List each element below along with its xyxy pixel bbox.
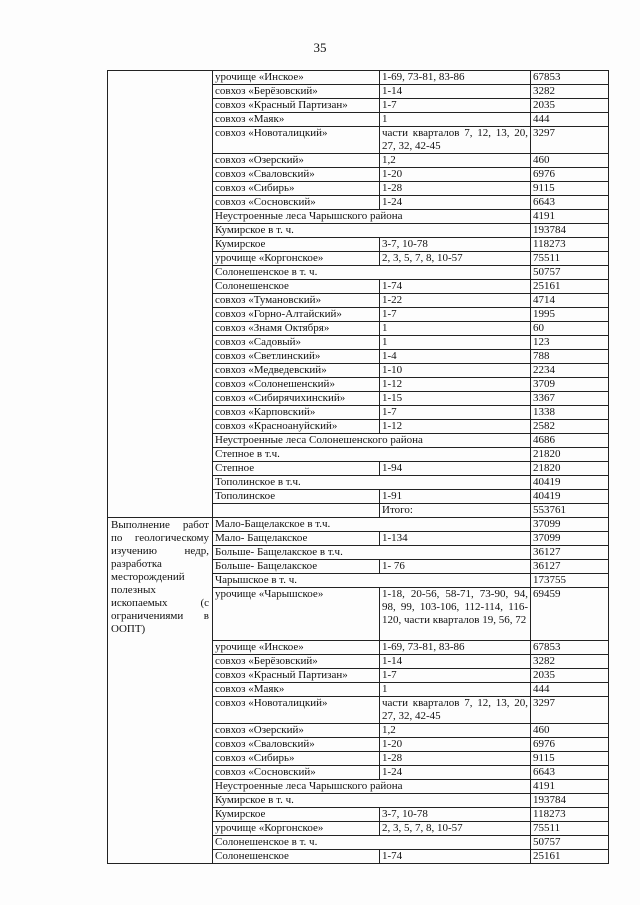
area-cell: 3282 bbox=[531, 85, 609, 99]
area-cell: 50757 bbox=[531, 266, 609, 280]
location-name-cell: совхоз «Сваловский» bbox=[213, 738, 380, 752]
location-name-cell: Солонешенское в т. ч. bbox=[213, 266, 531, 280]
location-name-cell: совхоз «Берёзовский» bbox=[213, 85, 380, 99]
forest-quarters-table bbox=[107, 70, 609, 864]
quarters-cell: 2, 3, 5, 7, 8, 10-57 bbox=[380, 822, 531, 836]
quarters-cell: 1-134 bbox=[380, 532, 531, 546]
location-name-cell: Степное bbox=[213, 462, 380, 476]
area-cell: 173755 bbox=[531, 574, 609, 588]
location-name-cell: совхоз «Садовый» bbox=[213, 336, 380, 350]
area-cell: 25161 bbox=[531, 280, 609, 294]
quarters-cell: 1-74 bbox=[380, 280, 531, 294]
location-name-cell: совхоз «Светлинский» bbox=[213, 350, 380, 364]
location-name-cell: совхоз «Горно-Алтайский» bbox=[213, 308, 380, 322]
location-name-cell: совхоз «Сибирячихинский» bbox=[213, 392, 380, 406]
location-name-cell: совхоз «Озерский» bbox=[213, 724, 380, 738]
area-cell: 25161 bbox=[531, 850, 609, 864]
location-name-cell: совхоз «Красный Партизан» bbox=[213, 669, 380, 683]
location-name-cell: совхоз «Карповский» bbox=[213, 406, 380, 420]
area-cell: 9115 bbox=[531, 182, 609, 196]
quarters-cell: 1-28 bbox=[380, 752, 531, 766]
location-name-cell: Неустроенные леса Чарышского района bbox=[213, 780, 531, 794]
location-name-cell: совхоз «Сибирь» bbox=[213, 752, 380, 766]
area-cell: 40419 bbox=[531, 490, 609, 504]
location-name-cell: Тополинское в т.ч. bbox=[213, 476, 531, 490]
quarters-cell: 1- 76 bbox=[380, 560, 531, 574]
location-name-cell: Тополинское bbox=[213, 490, 380, 504]
activity-cell: Выполнение работ по геологическому изучению недр, разработка месторождений полезных ископаемых (с ограничениями в ООПТ) bbox=[108, 518, 213, 864]
area-cell: 4191 bbox=[531, 780, 609, 794]
area-cell: 21820 bbox=[531, 448, 609, 462]
area-cell: 460 bbox=[531, 154, 609, 168]
quarters-cell: 1-12 bbox=[380, 378, 531, 392]
quarters-cell: 1-24 bbox=[380, 766, 531, 780]
location-name-cell: Кумирское в т. ч. bbox=[213, 224, 531, 238]
area-cell: 37099 bbox=[531, 532, 609, 546]
location-name-cell: совхоз «Сваловский» bbox=[213, 168, 380, 182]
location-name-cell: совхоз «Новоталицкий» bbox=[213, 127, 380, 154]
area-cell: 3297 bbox=[531, 697, 609, 724]
quarters-cell: 1 bbox=[380, 322, 531, 336]
location-name-cell: совхоз «Сибирь» bbox=[213, 182, 380, 196]
location-name-cell: Чарышское в т. ч. bbox=[213, 574, 531, 588]
area-cell: 193784 bbox=[531, 794, 609, 808]
quarters-cell: 1-14 bbox=[380, 655, 531, 669]
area-cell: 36127 bbox=[531, 546, 609, 560]
quarters-cell: 3-7, 10-78 bbox=[380, 238, 531, 252]
quarters-cell: 1-15 bbox=[380, 392, 531, 406]
location-name-cell: Мало- Бащелакское bbox=[213, 532, 380, 546]
location-name-cell: Солонешенское bbox=[213, 850, 380, 864]
area-cell: 2234 bbox=[531, 364, 609, 378]
quarters-cell: 2, 3, 5, 7, 8, 10-57 bbox=[380, 252, 531, 266]
location-name-cell: совхоз «Сосновский» bbox=[213, 766, 380, 780]
quarters-cell: 1-94 bbox=[380, 462, 531, 476]
area-cell: 37099 bbox=[531, 518, 609, 532]
location-name-cell: совхоз «Солонешенский» bbox=[213, 378, 380, 392]
quarters-cell: части кварталов 7, 12, 13, 20, 27, 32, 42-45 bbox=[380, 697, 531, 724]
quarters-cell: 1-4 bbox=[380, 350, 531, 364]
area-cell: 193784 bbox=[531, 224, 609, 238]
area-cell: 444 bbox=[531, 683, 609, 697]
location-name-cell: Кумирское bbox=[213, 238, 380, 252]
location-name-cell: Неустроенные леса Чарышского района bbox=[213, 210, 531, 224]
area-cell: 75511 bbox=[531, 822, 609, 836]
location-name-cell: совхоз «Берёзовский» bbox=[213, 655, 380, 669]
area-cell: 21820 bbox=[531, 462, 609, 476]
location-name-cell: совхоз «Маяк» bbox=[213, 113, 380, 127]
area-cell: 1338 bbox=[531, 406, 609, 420]
quarters-cell: 1-74 bbox=[380, 850, 531, 864]
quarters-cell: 1 bbox=[380, 683, 531, 697]
area-cell: 9115 bbox=[531, 752, 609, 766]
area-cell: 3367 bbox=[531, 392, 609, 406]
quarters-cell: 1-7 bbox=[380, 99, 531, 113]
quarters-cell: 1 bbox=[380, 336, 531, 350]
quarters-cell: 1-24 bbox=[380, 196, 531, 210]
area-cell: 36127 bbox=[531, 560, 609, 574]
location-name-cell: совхоз «Озерский» bbox=[213, 154, 380, 168]
location-name-cell: Кумирское в т. ч. bbox=[213, 794, 531, 808]
quarters-cell: 1-28 bbox=[380, 182, 531, 196]
location-name-cell: совхоз «Тумановский» bbox=[213, 294, 380, 308]
area-cell: 4686 bbox=[531, 434, 609, 448]
quarters-cell: 1-7 bbox=[380, 406, 531, 420]
location-name-cell: урочище «Инское» bbox=[213, 71, 380, 85]
area-cell: 6643 bbox=[531, 766, 609, 780]
area-cell: 2035 bbox=[531, 99, 609, 113]
quarters-cell: 1-20 bbox=[380, 168, 531, 182]
quarters-cell: 1-22 bbox=[380, 294, 531, 308]
area-cell: 67853 bbox=[531, 641, 609, 655]
quarters-cell: 1-14 bbox=[380, 85, 531, 99]
area-cell: 3709 bbox=[531, 378, 609, 392]
quarters-cell: 1-69, 73-81, 83-86 bbox=[380, 71, 531, 85]
area-cell: 2582 bbox=[531, 420, 609, 434]
area-cell: 40419 bbox=[531, 476, 609, 490]
location-name-cell: урочище «Чарышское» bbox=[213, 588, 380, 641]
area-cell: 118273 bbox=[531, 808, 609, 822]
location-name-cell: совхоз «Медведевский» bbox=[213, 364, 380, 378]
quarters-cell: Итого: bbox=[380, 504, 531, 518]
table-row bbox=[108, 518, 609, 532]
location-name-cell: Кумирское bbox=[213, 808, 380, 822]
area-cell: 118273 bbox=[531, 238, 609, 252]
location-name-cell: совхоз «Новоталицкий» bbox=[213, 697, 380, 724]
quarters-cell: 1-7 bbox=[380, 669, 531, 683]
area-cell: 460 bbox=[531, 724, 609, 738]
quarters-cell: 1 bbox=[380, 113, 531, 127]
area-cell: 50757 bbox=[531, 836, 609, 850]
area-cell: 4714 bbox=[531, 294, 609, 308]
location-name-cell: Больше- Бащелакское в т.ч. bbox=[213, 546, 531, 560]
area-cell: 788 bbox=[531, 350, 609, 364]
activity-cell-empty bbox=[108, 71, 213, 518]
location-name-cell: совхоз «Сосновский» bbox=[213, 196, 380, 210]
location-name-cell: Солонешенское bbox=[213, 280, 380, 294]
quarters-cell: 1,2 bbox=[380, 724, 531, 738]
quarters-cell: 1-91 bbox=[380, 490, 531, 504]
location-name-cell: Степное в т.ч. bbox=[213, 448, 531, 462]
quarters-cell: 1-7 bbox=[380, 308, 531, 322]
area-cell: 553761 bbox=[531, 504, 609, 518]
area-cell: 444 bbox=[531, 113, 609, 127]
area-cell: 4191 bbox=[531, 210, 609, 224]
area-cell: 6643 bbox=[531, 196, 609, 210]
quarters-cell: 1-18, 20-56, 58-71, 73-90, 94, 98, 99, 103-106, 112-114, 116-120, части кварталов 19, 56, 72 bbox=[380, 588, 531, 641]
area-cell: 67853 bbox=[531, 71, 609, 85]
quarters-cell: 1-69, 73-81, 83-86 bbox=[380, 641, 531, 655]
location-name-cell: Больше- Бащелакское bbox=[213, 560, 380, 574]
page-number: 35 bbox=[313, 40, 327, 55]
location-name-cell: Солонешенское в т. ч. bbox=[213, 836, 531, 850]
area-cell: 60 bbox=[531, 322, 609, 336]
quarters-cell: 1-20 bbox=[380, 738, 531, 752]
quarters-cell: 1-12 bbox=[380, 420, 531, 434]
quarters-cell: 1,2 bbox=[380, 154, 531, 168]
location-name-cell: совхоз «Красный Партизан» bbox=[213, 99, 380, 113]
quarters-cell: части кварталов 7, 12, 13, 20, 27, 32, 42-45 bbox=[380, 127, 531, 154]
area-cell: 1995 bbox=[531, 308, 609, 322]
area-cell: 2035 bbox=[531, 669, 609, 683]
location-name-cell: урочище «Коргонское» bbox=[213, 252, 380, 266]
area-cell: 3297 bbox=[531, 127, 609, 154]
area-cell: 69459 bbox=[531, 588, 609, 641]
location-name-cell: Мало-Бащелакское в т.ч. bbox=[213, 518, 531, 532]
quarters-cell: 3-7, 10-78 bbox=[380, 808, 531, 822]
area-cell: 6976 bbox=[531, 168, 609, 182]
location-name-cell: совхоз «Красноануйский» bbox=[213, 420, 380, 434]
location-name-cell: Неустроенные леса Солонешенского района bbox=[213, 434, 531, 448]
location-name-cell: совхоз «Знамя Октября» bbox=[213, 322, 380, 336]
area-cell: 3282 bbox=[531, 655, 609, 669]
location-name-cell: совхоз «Маяк» bbox=[213, 683, 380, 697]
area-cell: 6976 bbox=[531, 738, 609, 752]
location-name-cell: урочище «Инское» bbox=[213, 641, 380, 655]
location-name-cell: урочище «Коргонское» bbox=[213, 822, 380, 836]
location-name-cell bbox=[213, 504, 380, 518]
area-cell: 75511 bbox=[531, 252, 609, 266]
quarters-cell: 1-10 bbox=[380, 364, 531, 378]
area-cell: 123 bbox=[531, 336, 609, 350]
table-row bbox=[108, 71, 609, 85]
